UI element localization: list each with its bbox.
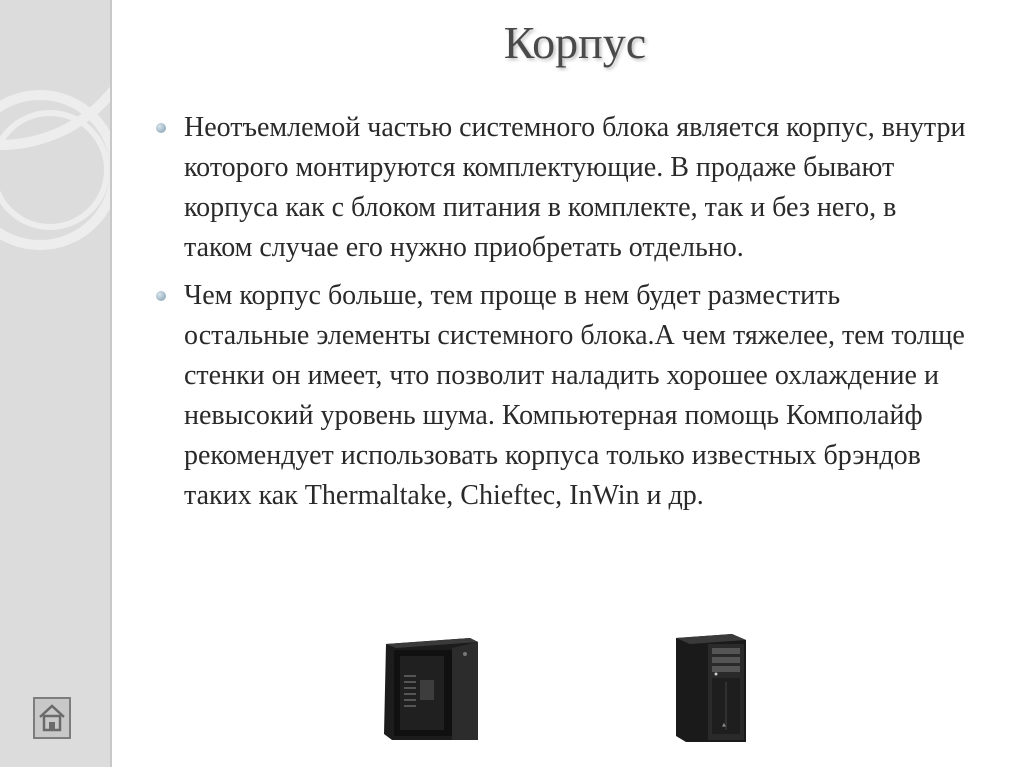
svg-text:▲: ▲: [722, 722, 726, 728]
bullet-dot-icon: [156, 123, 166, 133]
bullet-item: [150, 276, 970, 516]
left-decorative-strip: [0, 0, 112, 767]
home-icon: [35, 699, 69, 737]
pc-case-image: [672, 632, 750, 744]
slide-content: [150, 108, 970, 524]
bullet-item: [150, 108, 970, 268]
bullet-dot-icon: [156, 291, 166, 301]
bullet-text: Неотъемлемой частью системного блока является корпус, внутри которого монтируются комплектующие. В продаже бывают корпуса как с блоком питания в комплекте, так и без него, в таком случае его нужно приобретать отдельно.: [184, 112, 966, 263]
home-button[interactable]: [33, 697, 71, 739]
slide-title: Корпус: [503, 17, 647, 68]
bullet-text: Чем корпус больше, тем проще в нем будет разместить остальные элементы системного блока.А чем тяжелее, тем толще стенки он имеет, что позволит наладить хорошее охлаждение и невысокий уровень шума. Компьютерная помощь Комполайф рекомендует использовать корпуса только известных брэндов таких как Thermaltake, Chieftec, InWin и др.: [184, 280, 965, 511]
pc-case-image: [378, 636, 484, 744]
strip-edge: [110, 0, 112, 767]
